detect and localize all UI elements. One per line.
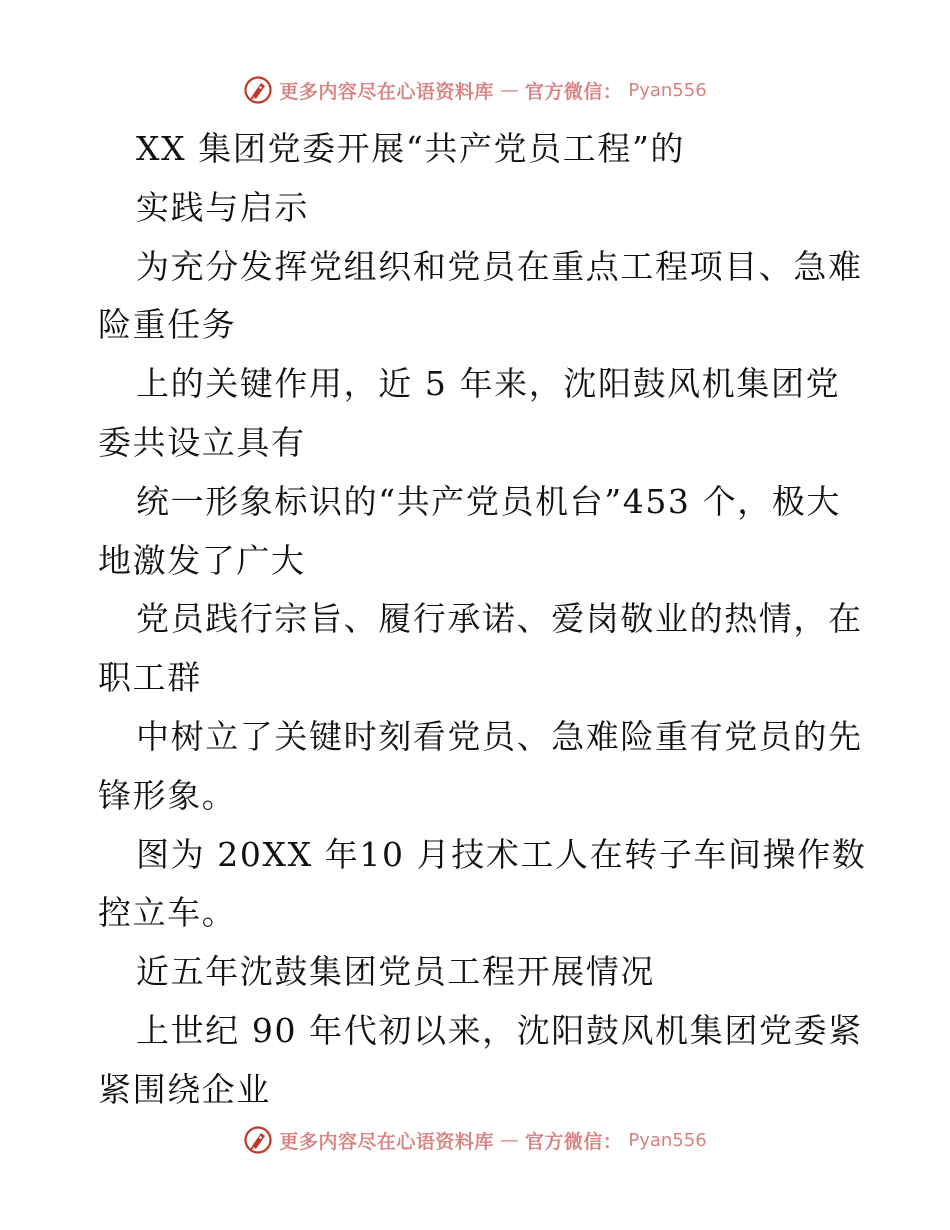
document-line: 锋形象。 xyxy=(98,775,237,815)
document-line: 中树立了关键时刻看党员、急难险重有党员的先 xyxy=(136,716,863,756)
watermark-dash: — xyxy=(499,79,519,101)
document-line: 统一形象标识的“共产党员机台”453 个，极大 xyxy=(136,481,842,521)
pen-nib-logo-icon xyxy=(243,1125,273,1155)
pen-nib-logo-icon xyxy=(243,75,273,105)
watermark-wechat-id: Pyan556 xyxy=(628,1129,707,1151)
document-line: 紧围绕企业 xyxy=(98,1069,271,1109)
watermark-site-text: 更多内容尽在心语资料库 xyxy=(279,1130,494,1153)
watermark-wechat-id: Pyan556 xyxy=(628,79,707,101)
document-line: 委共设立具有 xyxy=(98,422,306,462)
document-line: 险重任务 xyxy=(98,305,237,345)
watermark-wechat-label: 官方微信： xyxy=(524,80,623,103)
document-line: 近五年沈鼓集团党员工程开展情况 xyxy=(136,952,655,992)
document-body xyxy=(98,120,867,1120)
document-line: 为充分发挥党组织和党员在重点工程项目、急难 xyxy=(136,246,863,286)
document-line: 图为 20XX 年10 月技术工人在转子车间操作数 xyxy=(136,834,867,874)
watermark-wechat-label: 官方微信： xyxy=(524,1130,623,1153)
document-line: 地激发了广大 xyxy=(98,540,306,580)
document-line: 上世纪 90 年代初以来，沈阳鼓风机集团党委紧 xyxy=(136,1010,863,1050)
watermark-site-text: 更多内容尽在心语资料库 xyxy=(279,80,494,103)
watermark-dash: — xyxy=(499,1129,519,1151)
watermark-header xyxy=(0,72,950,108)
watermark-footer xyxy=(0,1122,950,1158)
document-line: 控立车。 xyxy=(98,893,237,933)
document-line: XX 集团党委开展“共产党员工程”的 xyxy=(136,129,686,168)
document-line: 职工群 xyxy=(98,658,202,698)
document-line: 实践与启示 xyxy=(136,187,309,227)
document-line: 上的关键作用，近 5 年来，沈阳鼓风机集团党 xyxy=(136,364,841,404)
document-line: 党员践行宗旨、履行承诺、爱岗敬业的热情，在 xyxy=(136,599,863,639)
